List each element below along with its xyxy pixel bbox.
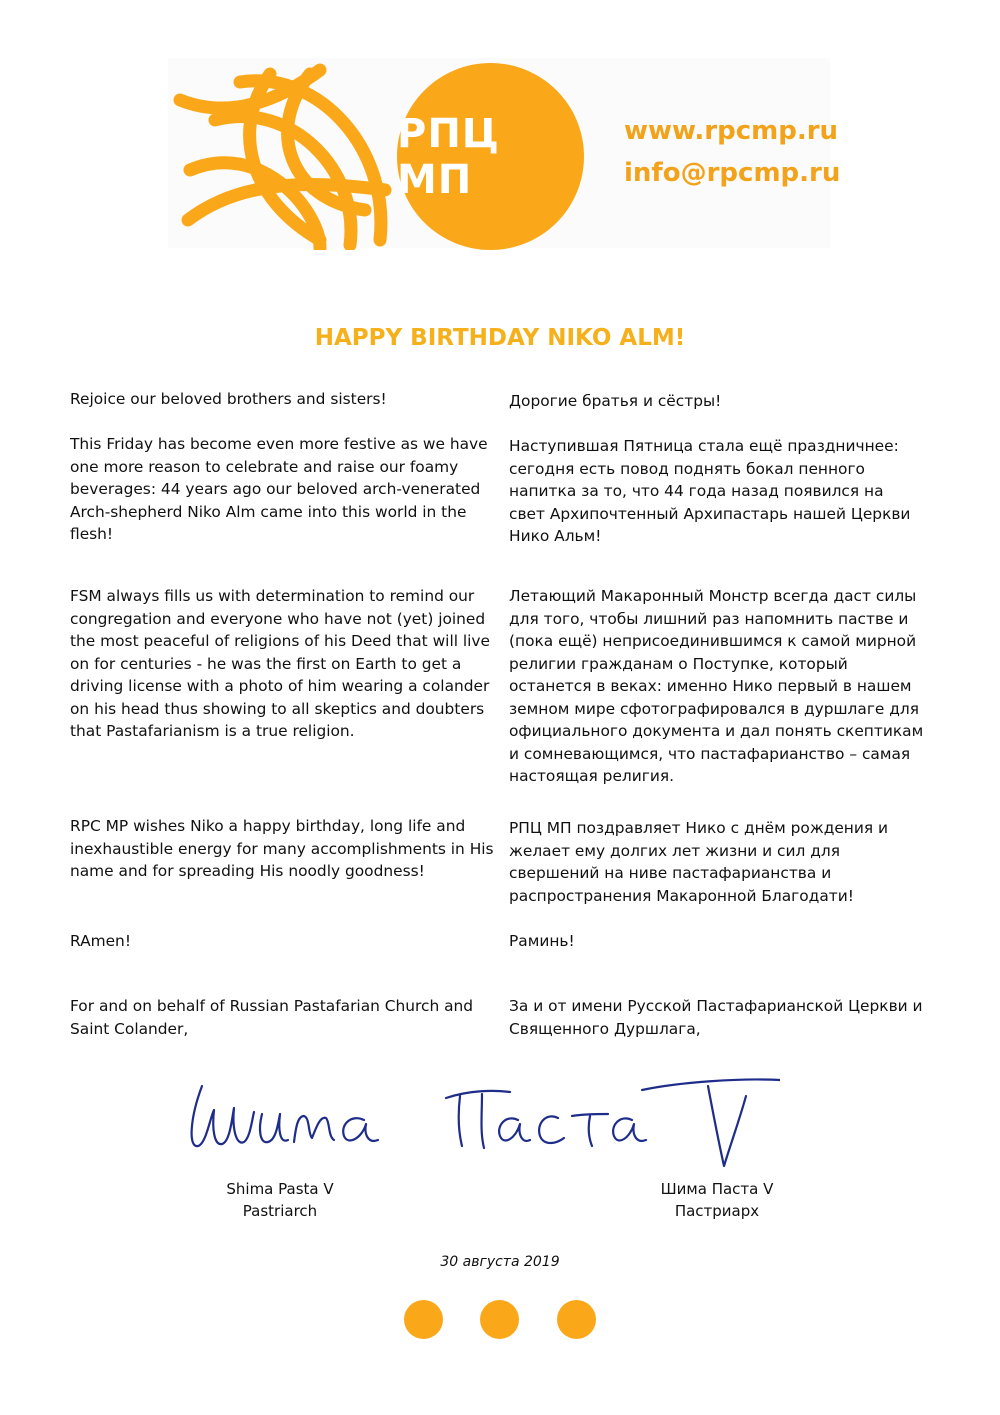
page-title: HAPPY BIRTHDAY NIKO ALM! bbox=[314, 325, 686, 351]
colander-emblem-icon bbox=[170, 60, 400, 250]
closing-ru: За и от имени Русской Пастафарианской Церкви и Священного Дуршлага, bbox=[509, 997, 923, 1038]
ramen-ru: Раминь! bbox=[509, 932, 575, 950]
paragraph-ru-3: РПЦ МП поздравляет Нико с днём рождения и желает ему долгих лет жизни и сил для свершений на ниве пастафарианства и распространения Макаронной Благодати! bbox=[509, 819, 889, 905]
decorative-dot bbox=[404, 1300, 443, 1339]
decorative-dot bbox=[480, 1300, 519, 1339]
website-link[interactable]: www.rpcmp.ru bbox=[624, 116, 839, 146]
logo-circle bbox=[397, 63, 584, 250]
closing-en: For and on behalf of Russian Pastafarian Church and Saint Colander, bbox=[70, 997, 474, 1038]
signatory-name-ru: Шима Паста V bbox=[660, 1180, 774, 1198]
signatory-title-en: Pastriarch bbox=[242, 1202, 318, 1220]
paragraph-ru-1: Наступившая Пятница стала ещё праздничнее: сегодня есть повод поднять бокал пенного напитка за то, что 44 года назад появился на свет Архипочтенный Архипастарь нашей Церкви Нико Альм! bbox=[509, 437, 911, 545]
paragraph-en-2: FSM always fills us with determination to remind our congregation and everyone who have not (yet) joined the most peaceful of religions of his Deed that will live on for centuries - he was the first on Earth to get a driving license with a photo of him wearing a colander on his head thus showing to all skeptics and doubters that Pastafarianism is a true religion. bbox=[70, 587, 491, 740]
signatory-name-en: Shima Pasta V bbox=[226, 1180, 334, 1198]
handwritten-signature bbox=[180, 1068, 780, 1183]
paragraph-en-3: RPC MP wishes Niko a happy birthday, long life and inexhaustible energy for many accomplishments in His name and for spreading His noodly goodness! bbox=[70, 817, 494, 880]
logo-text: РПЦ МП bbox=[397, 110, 500, 203]
email-link[interactable]: info@rpcmp.ru bbox=[624, 158, 841, 188]
paragraph-ru-2: Летающий Макаронный Монстр всегда даст силы для того, чтобы лишний раз напомнить пастве и (пока ещё) неприсоединившимся к самой мирной религии гражданам о Поступке, который останется в веках: именно Нико первый в нашем земном мире сфотографировался в дуршлаге для официального документа и дал понять скептикам и сомневающимся, что пастафарианство – самая настоящая религия. bbox=[509, 587, 924, 785]
paragraph-en-1: This Friday has become even more festive as we have one more reason to celebrate and raise our foamy beverages: 44 years ago our beloved arch-venerated Arch-shepherd Niko Alm came into this world in the flesh! bbox=[70, 435, 488, 543]
letter-date: 30 августа 2019 bbox=[440, 1254, 560, 1270]
ramen-en: RAmen! bbox=[70, 932, 131, 950]
greeting-en: Rejoice our beloved brothers and sisters! bbox=[70, 390, 387, 408]
decorative-dot bbox=[557, 1300, 596, 1339]
greeting-ru: Дорогие братья и сёстры! bbox=[509, 392, 722, 410]
signatory-title-ru: Пастриарх bbox=[674, 1202, 760, 1220]
